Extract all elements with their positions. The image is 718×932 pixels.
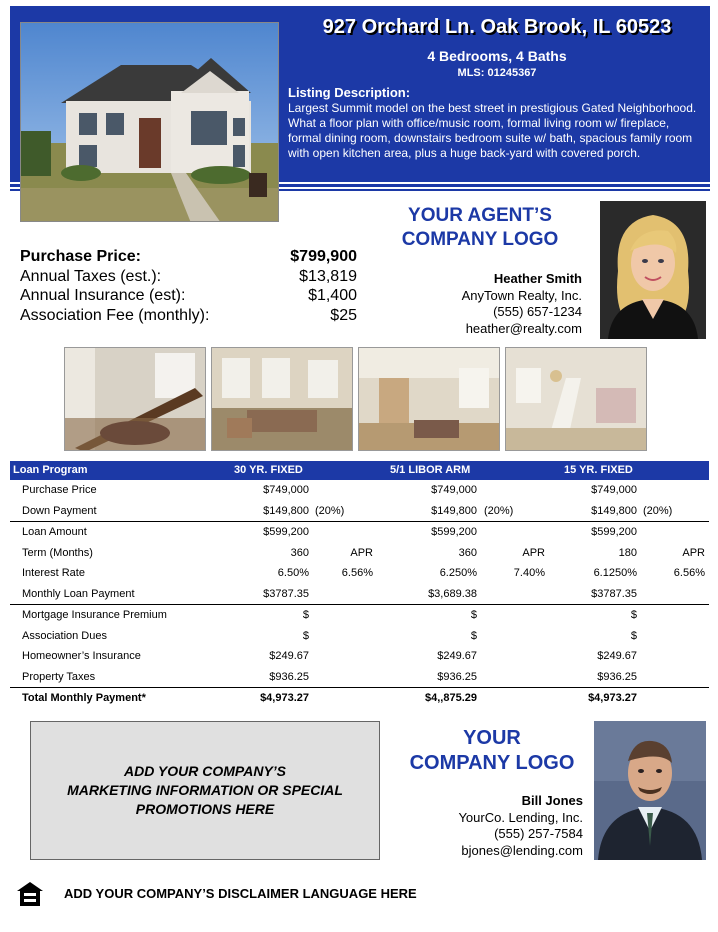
- listing-address: 927 Orchard Ln. Oak Brook, IL 60523: [322, 16, 672, 38]
- price-row: [20, 247, 357, 267]
- cell-value: $: [470, 609, 477, 621]
- cell-value: $249.67: [269, 650, 309, 662]
- table-row: [10, 480, 709, 501]
- cell-apr: 7.40%: [513, 567, 545, 579]
- mls-number: MLS: 01245367: [457, 67, 537, 79]
- row-label: Association Dues: [22, 629, 107, 642]
- price-value: $1,400: [308, 287, 357, 304]
- table-row: [10, 522, 709, 543]
- promo-line1: ADD YOUR COMPANY’S: [123, 763, 287, 779]
- cell-value: $599,200: [591, 526, 637, 538]
- table-row: [10, 501, 709, 522]
- interior-photo: [211, 347, 353, 451]
- cell-value: $4,973.27: [260, 692, 309, 704]
- interior-photo: [358, 347, 500, 451]
- lender-photo: [594, 721, 706, 860]
- cell-value: $749,000: [591, 484, 637, 496]
- apr-label: APR: [682, 546, 705, 559]
- cell-value: $936.25: [437, 670, 477, 683]
- cell-value: $936.25: [597, 670, 637, 683]
- agent-photo: [600, 201, 706, 339]
- agent-name: Heather Smith: [493, 271, 582, 286]
- row-label: Down Payment: [22, 504, 97, 517]
- description-title: Listing Description:: [288, 85, 411, 100]
- cell-percent: (20%): [315, 504, 345, 517]
- price-row: [20, 306, 357, 326]
- cell-value: $: [630, 629, 637, 642]
- price-label: Annual Insurance (est):: [20, 287, 186, 304]
- cell-value: $249.67: [597, 650, 637, 662]
- agent-company-logo: [380, 204, 580, 252]
- lender-name: Bill Jones: [521, 793, 583, 808]
- lender-logo-line2: COMPANY LOGO: [409, 752, 575, 774]
- cell-value: 360: [290, 546, 309, 559]
- row-label: Monthly Loan Payment: [22, 587, 135, 600]
- row-label: Loan Amount: [22, 526, 87, 538]
- equal-housing-icon: [16, 881, 44, 907]
- row-label: Term (Months): [22, 546, 93, 559]
- interior-photo: [64, 347, 206, 451]
- row-label: Purchase Price: [22, 484, 97, 496]
- cell-value: $149,800: [263, 504, 309, 517]
- agent-phone: (555) 657-1234: [493, 304, 582, 319]
- agent-logo-line1: YOUR AGENT’S: [408, 205, 552, 226]
- cell-value: $149,800: [431, 504, 477, 517]
- bedrooms-baths: 4 Bedrooms, 4 Baths: [427, 48, 567, 64]
- promo-box: [30, 721, 380, 860]
- promo-line2: MARKETING INFORMATION OR SPECIAL: [67, 782, 343, 798]
- lender-phone: (555) 257-7584: [494, 826, 583, 841]
- price-value: $13,819: [299, 267, 357, 285]
- table-row: [10, 626, 709, 647]
- lender-email: bjones@lending.com: [461, 842, 583, 858]
- table-row: [10, 563, 709, 584]
- cell-value: $4,,875.29: [425, 692, 477, 704]
- cell-value: $149,800: [591, 504, 637, 517]
- cell-apr: 6.56%: [341, 567, 373, 579]
- cell-value: $749,000: [431, 484, 477, 496]
- cell-value: $: [302, 609, 309, 621]
- row-label: Homeowner’s Insurance: [22, 650, 141, 662]
- loan-table: [10, 480, 709, 709]
- apr-label: APR: [522, 546, 545, 559]
- loan-col1-header: 30 YR. FIXED: [234, 464, 303, 476]
- row-label: Interest Rate: [22, 567, 85, 579]
- agent-email: heather@realty.com: [465, 320, 582, 336]
- listing-description: Largest Summit model on the best street in prestigious Gated Neighborhood. What a floor plan with office/music room, formal living room w/ fireplace, formal dining room, downstairs bedroom suite w/ bath, spacious family room with open kitchen area, plus a huge back-yard with covered porch.: [288, 101, 697, 160]
- cell-value: 6.50%: [277, 567, 309, 579]
- agent-logo-line2: COMPANY LOGO: [401, 229, 559, 250]
- row-label: Mortgage Insurance Premium: [22, 609, 167, 621]
- table-row-total: [10, 688, 709, 709]
- apr-label: APR: [350, 546, 373, 559]
- row-label: Property Taxes: [22, 670, 96, 683]
- lender-contact: [400, 793, 583, 859]
- price-row: [20, 267, 357, 287]
- cell-value: $599,200: [431, 526, 477, 538]
- cell-percent: (20%): [484, 504, 514, 517]
- house-exterior-photo: [20, 22, 279, 222]
- disclaimer-text: ADD YOUR COMPANY’S DISCLAIMER LANGUAGE HERE: [64, 886, 417, 901]
- cell-value: 180: [618, 546, 637, 559]
- price-label: Association Fee (monthly):: [20, 306, 210, 324]
- price-value: $799,900: [290, 248, 357, 265]
- cell-value: $599,200: [263, 526, 309, 538]
- promo-line3: PROMOTIONS HERE: [135, 801, 275, 817]
- interior-photo: [505, 347, 647, 451]
- loan-col3-header: 15 YR. FIXED: [564, 464, 633, 476]
- cell-value: $936.25: [269, 670, 309, 683]
- cell-value: $3787.35: [263, 587, 309, 600]
- price-row: [20, 286, 357, 306]
- cell-value: $: [630, 609, 637, 621]
- cell-value: $749,000: [263, 484, 309, 496]
- table-row: [10, 605, 709, 626]
- price-label: Annual Taxes (est.):: [20, 267, 162, 285]
- price-value: $25: [330, 306, 357, 324]
- cell-value: 360: [458, 546, 477, 559]
- cell-value: $3,689.38: [428, 587, 477, 600]
- table-row: [10, 646, 709, 667]
- table-row: [10, 543, 709, 564]
- price-summary: [20, 247, 357, 325]
- price-label: Purchase Price:: [20, 248, 141, 265]
- cell-value: 6.250%: [439, 567, 477, 579]
- cell-value: $3787.35: [591, 587, 637, 600]
- loan-col2-header: 5/1 LIBOR ARM: [390, 464, 471, 476]
- row-label: Total Monthly Payment*: [22, 692, 146, 704]
- loan-program-header: Loan Program: [13, 464, 88, 476]
- cell-value: $: [470, 629, 477, 642]
- table-row: [10, 667, 709, 688]
- cell-value: 6.1250%: [593, 567, 637, 579]
- agent-company: AnyTown Realty, Inc.: [461, 287, 582, 303]
- cell-value: $: [302, 629, 309, 642]
- lender-logo-line1: YOUR: [463, 727, 521, 749]
- lender-company-logo: [400, 726, 584, 776]
- loan-table-header: [10, 461, 709, 480]
- cell-percent: (20%): [643, 504, 673, 517]
- cell-apr: 6.56%: [673, 567, 705, 579]
- table-row: [10, 584, 709, 605]
- cell-value: $249.67: [437, 650, 477, 662]
- cell-value: $4,973.27: [588, 692, 637, 704]
- lender-company: YourCo. Lending, Inc.: [458, 809, 583, 825]
- agent-contact: [400, 271, 582, 337]
